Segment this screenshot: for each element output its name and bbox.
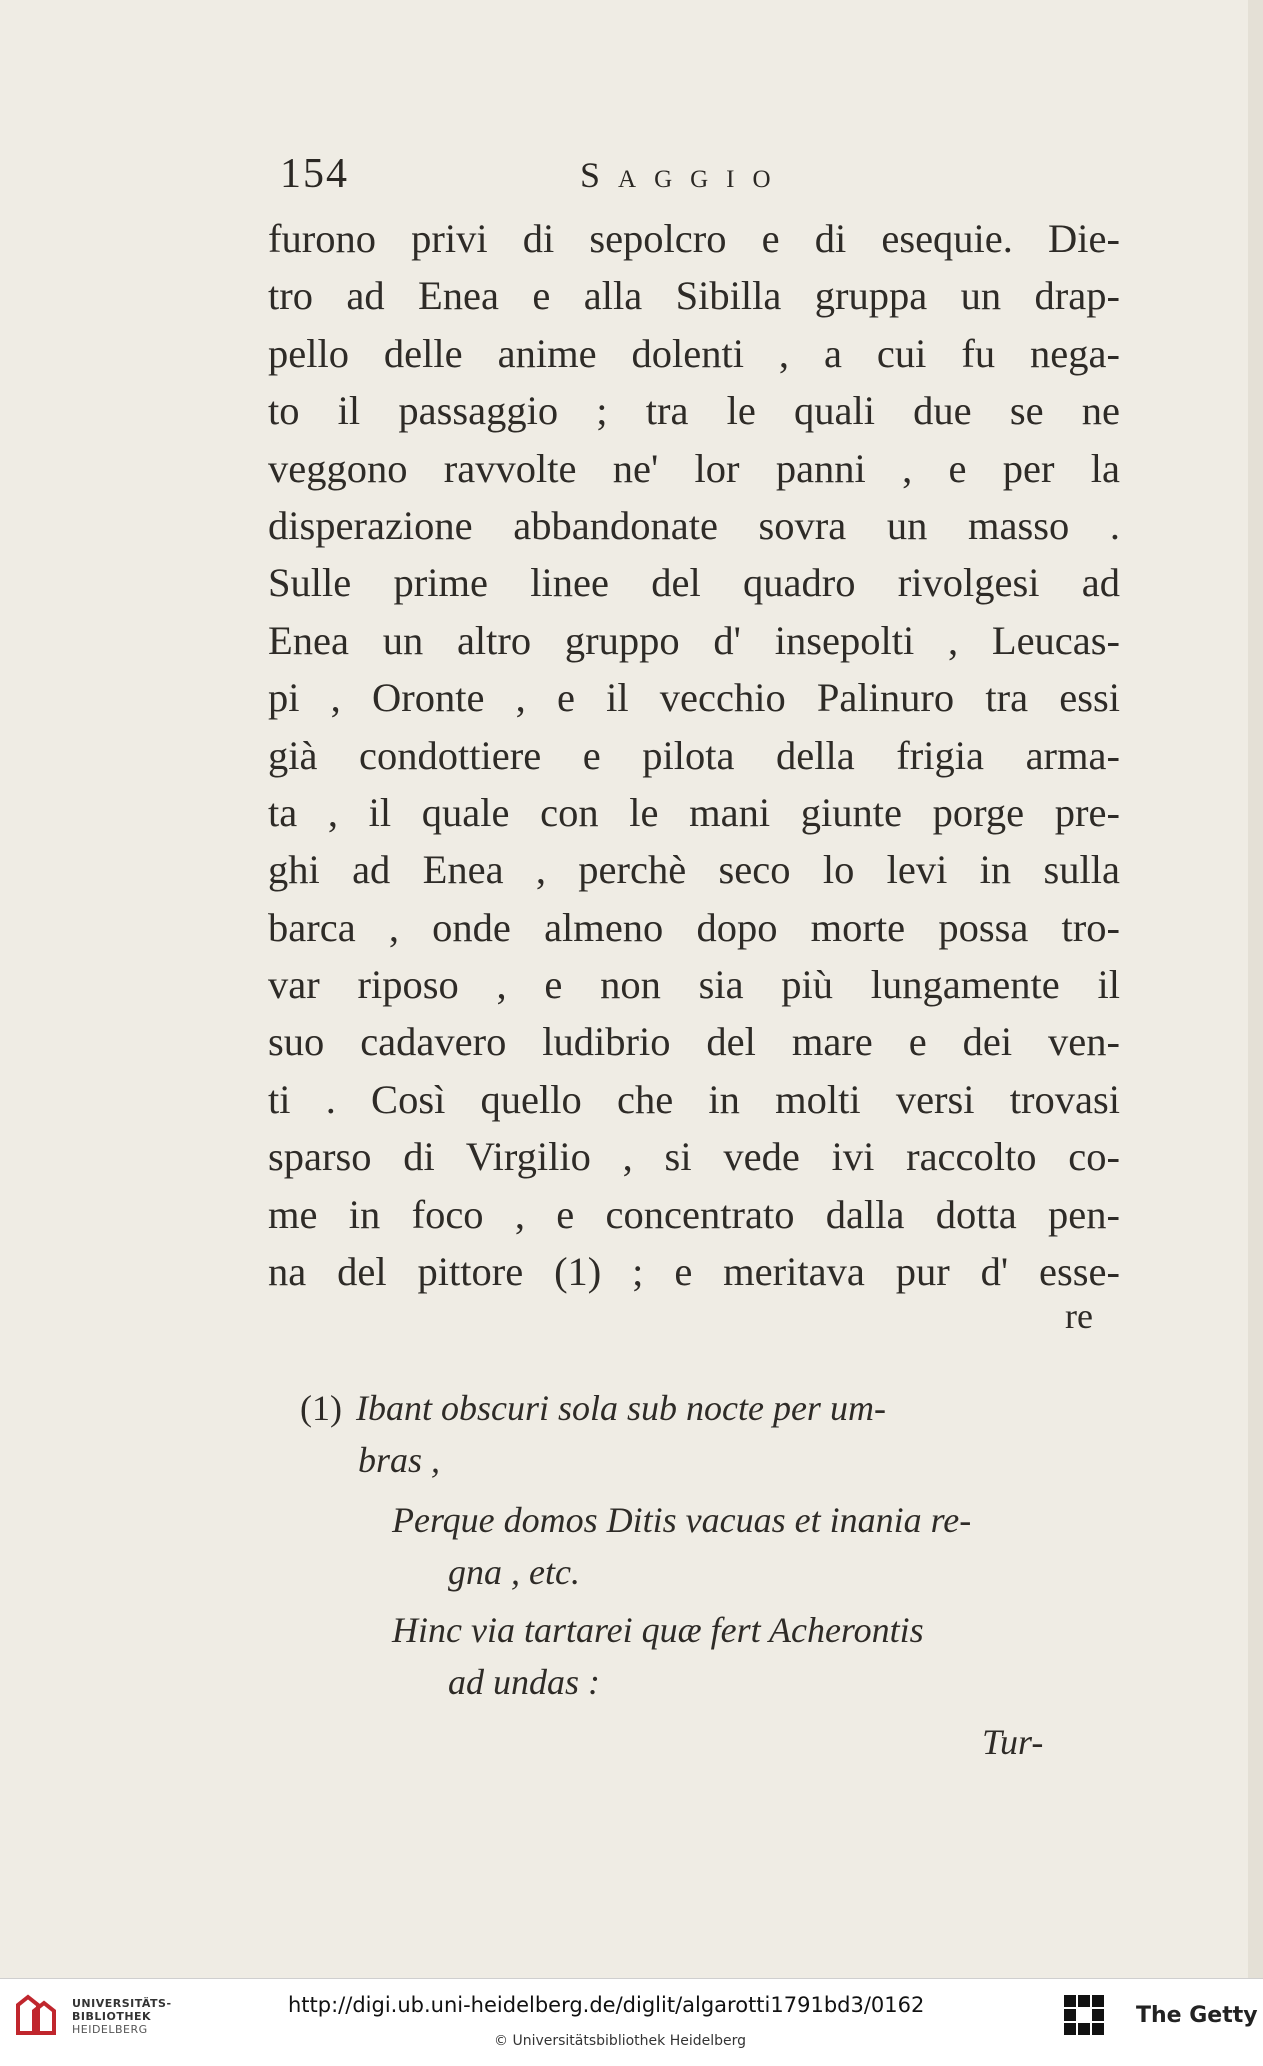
footnote-marker: (1): [300, 1388, 342, 1428]
text-line: Sulle prime linee del quadro rivolgesi ad: [268, 560, 1120, 606]
footnote-line: ad undas :: [448, 1662, 600, 1702]
copyright-notice: © Universitätsbibliothek Heidelberg: [494, 2033, 747, 2049]
text-line: ti . Così quello che in molti versi trovasi: [268, 1076, 1120, 1122]
text-line: veggono ravvolte ne' lor panni , e per la: [268, 445, 1120, 491]
text-line: pello delle anime dolenti , a cui fu nega-: [268, 330, 1120, 376]
footnote-line: bras ,: [358, 1440, 441, 1480]
text-line: ta , il quale con le mani giunte porge pre-: [268, 789, 1120, 835]
footnote-line: [300, 1382, 886, 1434]
text-line: disperazione abbandonate sovra un masso .: [268, 502, 1120, 548]
getty-logo-icon: [1062, 1993, 1106, 2037]
page-number: 154: [280, 151, 349, 197]
text-line: furono privi di sepolcro e di esequie. Die-: [268, 216, 1120, 261]
catchword: re: [1065, 1296, 1093, 1336]
text-line: suo cadavero ludibrio del mare e dei ven-: [268, 1019, 1120, 1065]
text-line: to il passaggio ; tra le quali due se ne: [268, 388, 1120, 434]
permalink-url[interactable]: http://digi.ub.uni-heidelberg.de/diglit/algarotti1791bd3/0162: [288, 1993, 925, 2017]
text-line: sparso di Virgilio , si vede ivi raccolto co-: [268, 1134, 1120, 1180]
footnote-line: Hinc via tartarei quæ fert Acherontis: [392, 1610, 924, 1650]
page-edge: [1248, 0, 1263, 1978]
text-line: tro ad Enea e alla Sibilla gruppa un drap-: [268, 273, 1120, 319]
partner-name: The Getty: [1136, 2003, 1258, 2028]
text-line: già condottiere e pilota della frigia arma-: [268, 732, 1120, 778]
text-line: Enea un altro gruppo d' insepolti , Leucas-: [268, 617, 1120, 663]
page-header: [280, 150, 1120, 210]
library-name-line: BIBLIOTHEK: [72, 2010, 152, 2023]
footnote-text: Ibant obscuri sola sub nocte per um-: [355, 1388, 886, 1428]
footnote-line: Perque domos Ditis vacuas et inania re-: [392, 1500, 972, 1540]
text-line: me in foco , e concentrato dalla dotta pen-: [268, 1191, 1120, 1237]
ub-heidelberg-logo-icon: [14, 1993, 60, 2039]
text-line: var riposo , e non sia più lungamente il: [268, 962, 1120, 1008]
body-text: [268, 210, 1120, 1300]
viewer-footer: [0, 1978, 1263, 2066]
footnote-line: gna , etc.: [448, 1552, 580, 1592]
text-line: barca , onde almeno dopo morte possa tro-: [268, 904, 1120, 950]
running-head: Saggio: [580, 155, 789, 195]
footnote-catchword: Tur-: [982, 1722, 1044, 1762]
text-line: ghi ad Enea , perchè seco lo levi in sulla: [268, 847, 1120, 893]
text-line: na del pittore (1) ; e meritava pur d' esse-: [268, 1249, 1120, 1295]
library-name-line: HEIDELBERG: [72, 2023, 148, 2036]
library-name-line: UNIVERSITÄTS-: [72, 1997, 172, 2010]
library-name: [72, 1997, 172, 2036]
text-line: pi , Oronte , e il vecchio Palinuro tra essi: [268, 675, 1120, 721]
